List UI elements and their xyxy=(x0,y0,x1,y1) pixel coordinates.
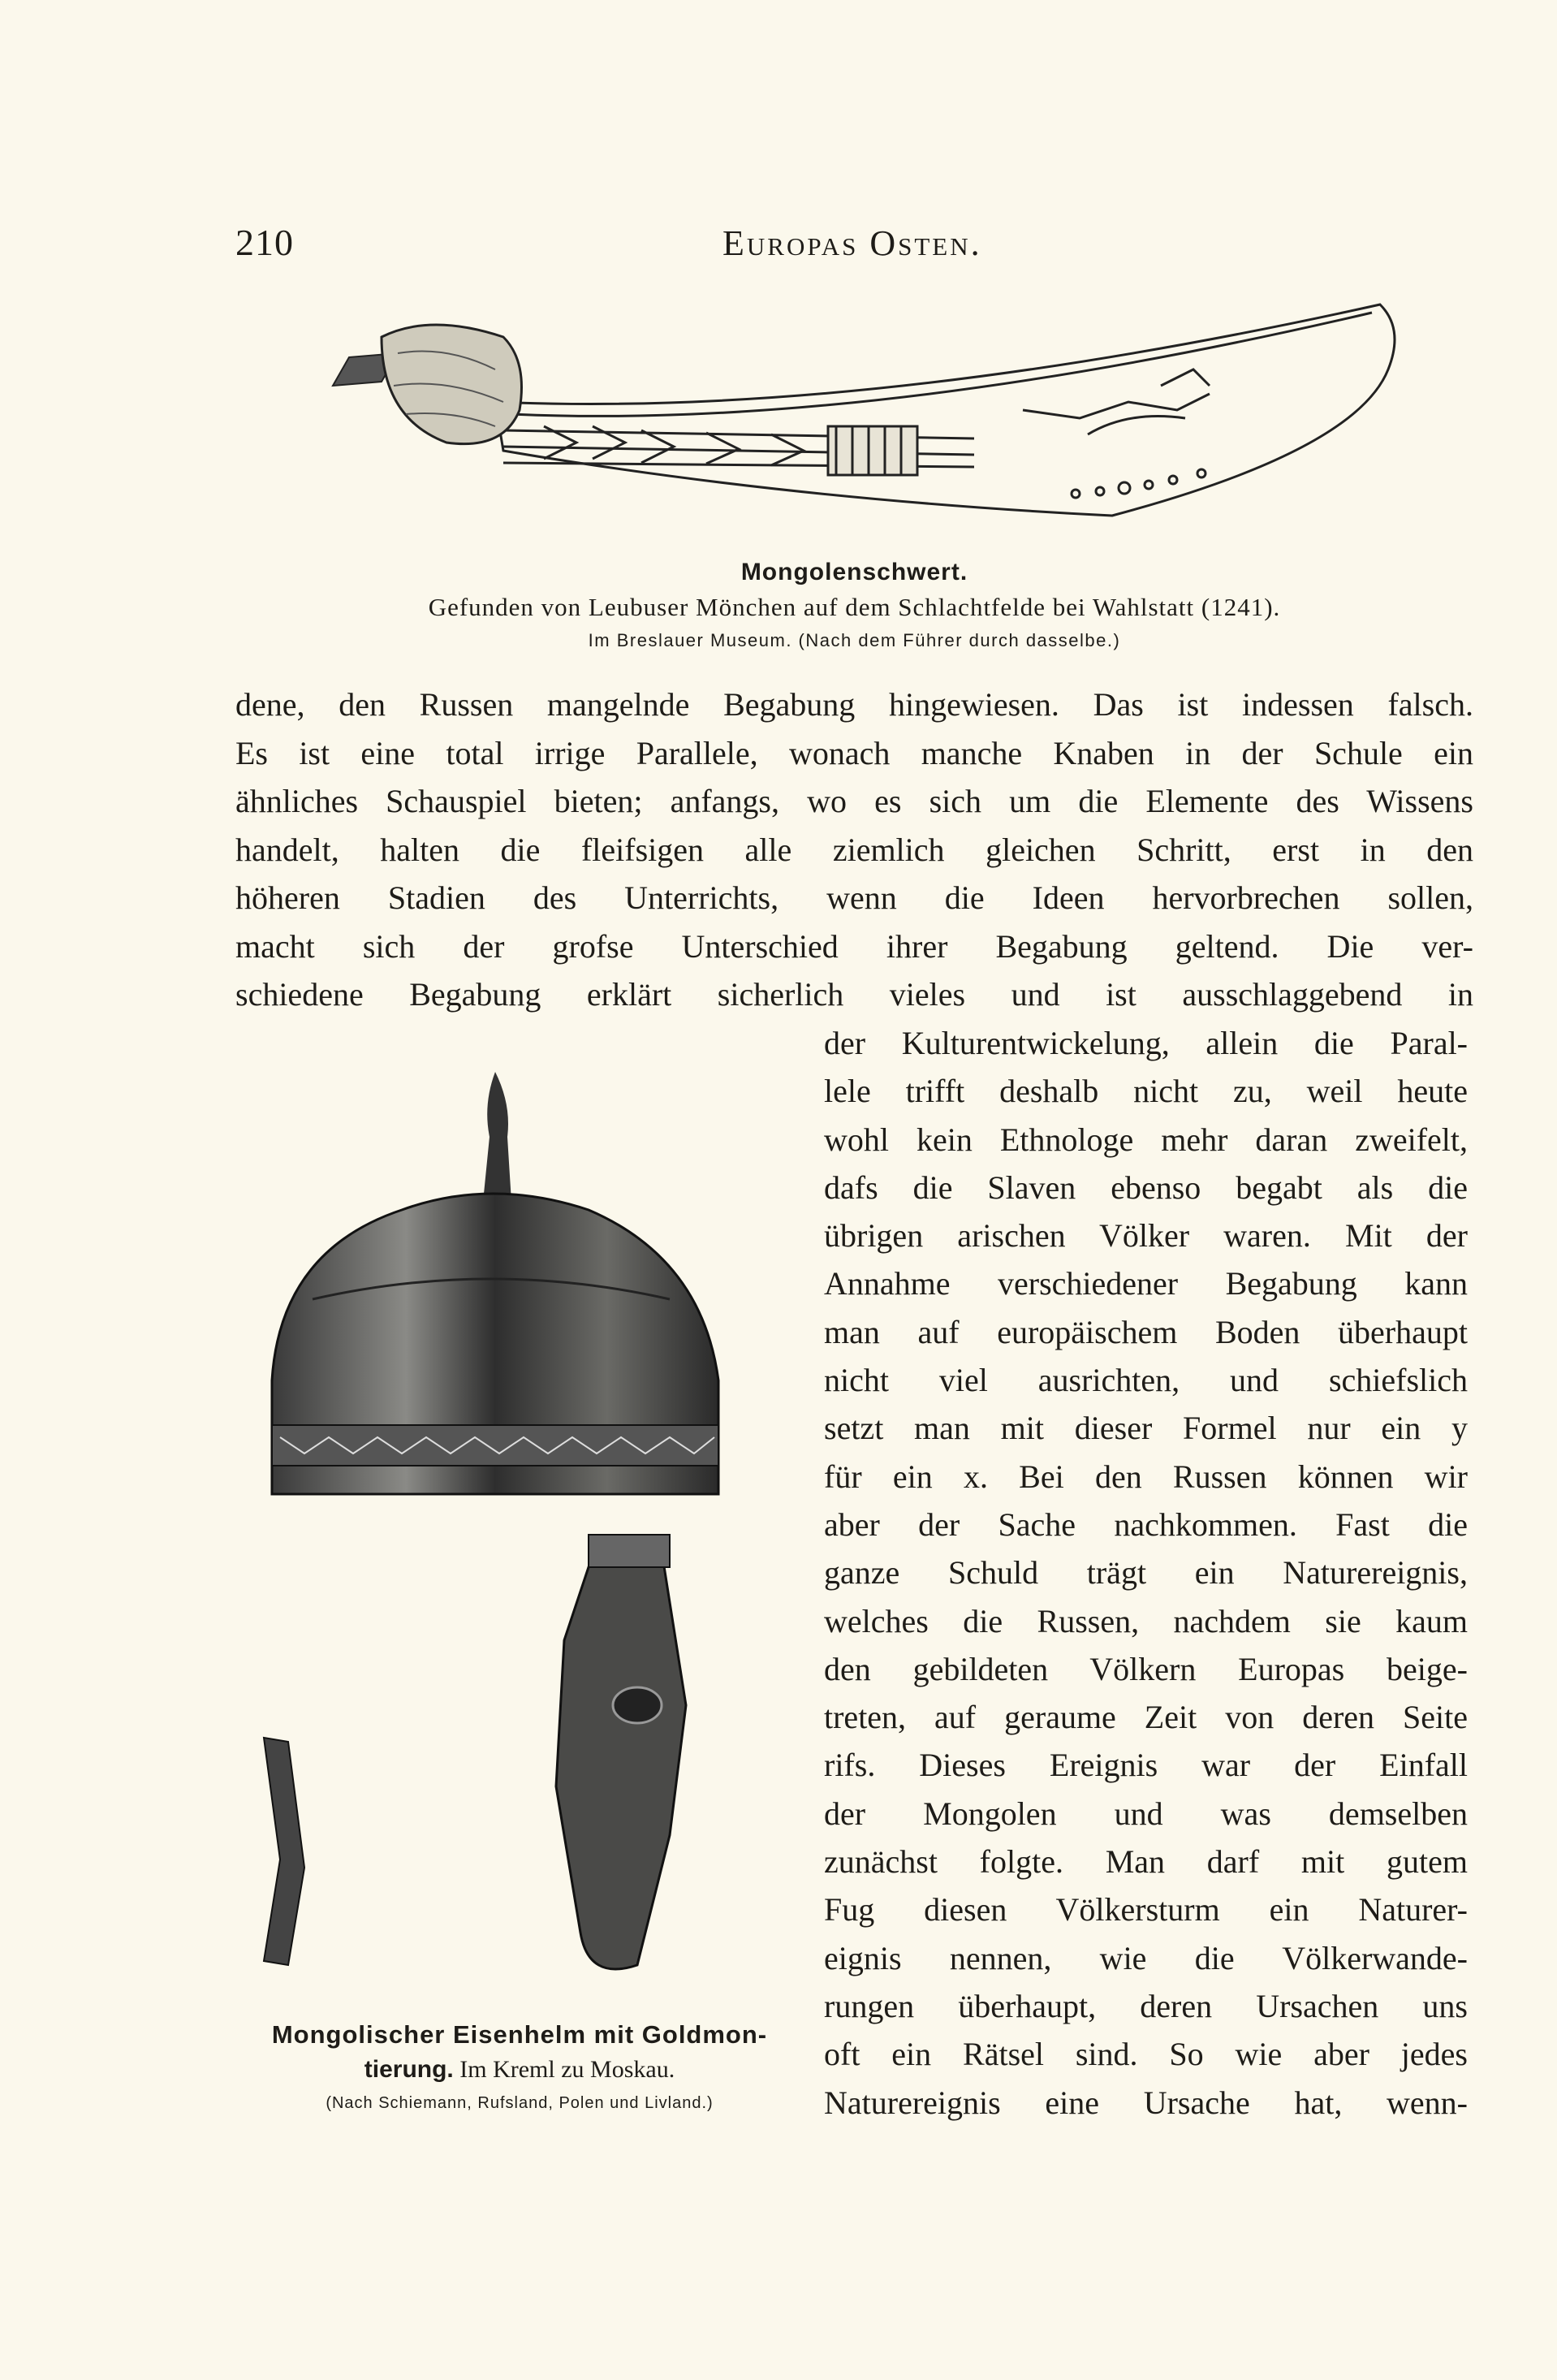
text-line: der Kulturentwickelung, allein die Paral- xyxy=(824,1025,1468,1061)
text-line: der Mongolen und was demselben xyxy=(824,1795,1468,1832)
text-line: dafs die Slaven ebenso begabt als die xyxy=(824,1168,1468,1206)
text-line: rungen überhaupt, deren Ursachen uns xyxy=(824,1987,1468,2024)
text-line: welches die Russen, nachdem sie kaum xyxy=(824,1602,1468,1639)
text-line: setzt man mit dieser Formel nur ein y xyxy=(824,1410,1468,1447)
page-header xyxy=(235,221,1473,261)
sword-caption-line: Gefunden von Leubuser Mönchen auf dem Schlachtfelde bei Wahlstatt (1241). xyxy=(428,593,1281,621)
body-text-column xyxy=(824,1019,1468,2127)
text-line: Es ist eine total irrige Parallele, wonach manche Knaben in der Schule ein xyxy=(235,734,1473,771)
helmet-caption-location: Im Kreml zu Moskau. xyxy=(453,2056,675,2083)
text-line: lele trifft deshalb nicht zu, weil heute xyxy=(824,1073,1468,1110)
text-line: ähnliches Schauspiel bieten; anfangs, wo es sich um die Elemente des Wissens xyxy=(235,783,1473,819)
text-line: man auf europäischem Boden überhaupt xyxy=(824,1313,1468,1350)
text-line: ganze Schuld trägt ein Naturereignis, xyxy=(824,1554,1468,1592)
text-line: handelt, halten die fleifsigen alle ziemlich gleichen Schritt, erst in den xyxy=(235,831,1473,868)
text-line: Naturereignis eine Ursache hat, wenn- xyxy=(824,2084,1468,2121)
running-title: Europas Osten. xyxy=(722,223,982,263)
sword-caption-title: Mongolenschwert. xyxy=(740,559,968,585)
text-line: höheren Stadien des Unterrichts, wenn die Ideen hervorbrechen sollen, xyxy=(235,879,1473,916)
helmet-caption-title: Mongolischer Eisenhelm mit Goldmon- xyxy=(271,2020,768,2049)
text-line: den gebildeten Völkern Europas beige- xyxy=(824,1650,1468,1687)
text-line: aber der Sache nachkommen. Fast die xyxy=(824,1505,1468,1543)
sword-caption-source: Im Breslauer Museum. (Nach dem Führer durch dasselbe.) xyxy=(588,630,1121,650)
helmet-caption-line xyxy=(244,2053,796,2087)
text-line: dene, den Russen mangelnde Begabung hingewiesen. Das ist indessen falsch. xyxy=(235,686,1473,723)
body-text-full-width xyxy=(235,680,1473,1019)
mongol-sword-illustration xyxy=(300,296,1404,540)
text-line: treten, auf geraume Zeit von deren Seite xyxy=(824,1699,1468,1736)
text-line: nicht viel ausrichten, und schiefslich xyxy=(824,1362,1468,1399)
text-line: macht sich der grofse Unterschied ihrer Begabung geltend. Die ver- xyxy=(235,927,1473,965)
text-line: oft ein Rätsel sind. So wie aber jedes xyxy=(824,2036,1468,2073)
text-line: Fug diesen Völkersturm ein Naturer- xyxy=(824,1891,1468,1929)
text-line: schiedene Begabung erklärt sicherlich vieles und ist ausschlaggebend in xyxy=(235,976,1473,1013)
text-line: wohl kein Ethnologe mehr daran zweifelt, xyxy=(824,1121,1468,1158)
text-line: rifs. Dieses Ereignis war der Einfall xyxy=(824,1747,1468,1784)
text-line: Annahme verschiedener Begabung kann xyxy=(824,1265,1468,1302)
text-line: eignis nennen, wie die Völkerwande- xyxy=(824,1939,1468,1976)
page-number: 210 xyxy=(235,222,294,263)
text-line: übrigen arischen Völker waren. Mit der xyxy=(824,1217,1468,1255)
helmet-caption-title-end: tierung. xyxy=(364,2056,454,2083)
helmet-caption-source: (Nach Schiemann, Rufsland, Polen und Livland.) xyxy=(326,2094,714,2112)
text-line: zunächst folgte. Man darf mit gutem xyxy=(824,1843,1468,1881)
sword-caption xyxy=(235,559,1473,651)
text-line: für ein x. Bei den Russen können wir xyxy=(824,1458,1468,1495)
mongol-helmet-illustration xyxy=(248,1056,800,1989)
helmet-caption xyxy=(244,2017,796,2119)
